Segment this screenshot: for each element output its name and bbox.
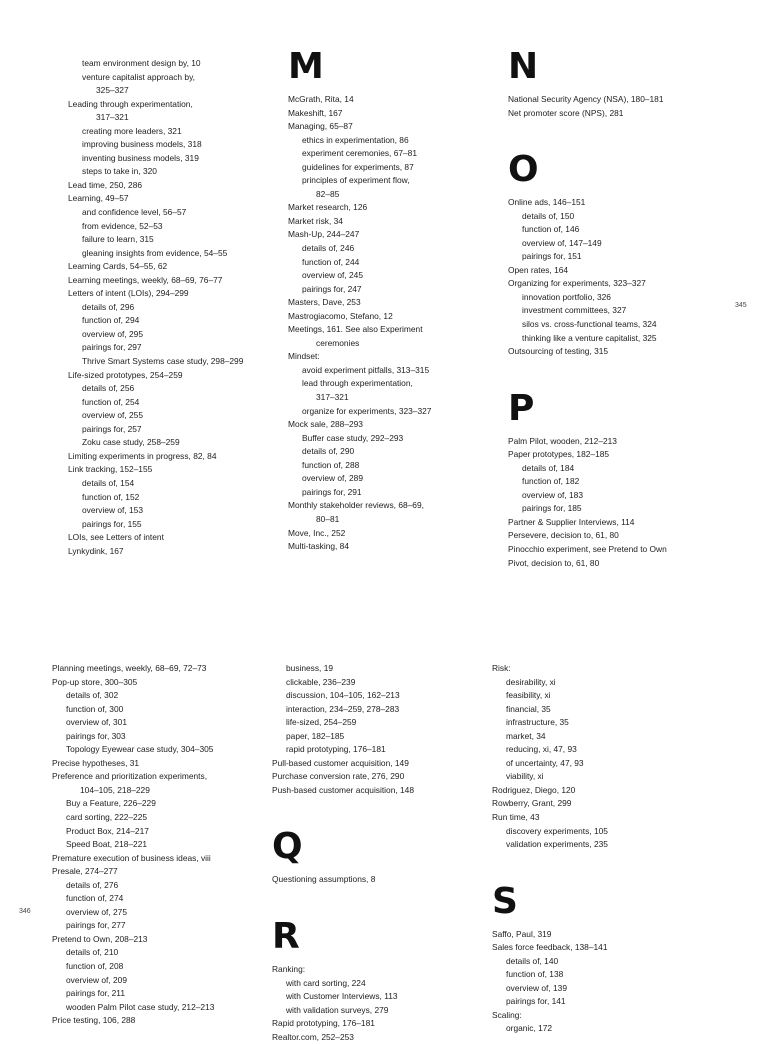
index-subentry: details of, 210: [66, 947, 119, 958]
index-subentry: experiment ceremonies, 67–81: [302, 148, 417, 159]
index-subentry: Learning meetings, weekly, 68–69, 76–77: [68, 274, 223, 285]
index-entry: Rapid prototyping, 176–181: [272, 1018, 375, 1029]
index-subentry: pairings for, 303: [66, 730, 126, 741]
index-subentry: organize for experiments, 323–327: [302, 405, 432, 416]
index-subentry: overview of, 209: [66, 974, 127, 985]
index-subentry: details of, 290: [302, 446, 355, 457]
index-entry: Managing, 65–87: [288, 121, 353, 132]
index-entry: Partner & Supplier Interviews, 114: [508, 516, 635, 527]
index-entry: Presale, 274–277: [52, 866, 118, 877]
index-subentry: details of, 246: [302, 243, 355, 254]
index-subentry: pairings for, 185: [522, 503, 582, 514]
index-subentry: pairings for, 247: [302, 283, 362, 294]
index-subentry: Zoku case study, 258–259: [82, 437, 180, 448]
index-subentry: overview of, 275: [66, 906, 127, 917]
index-subentry: overview of, 147–149: [522, 237, 602, 248]
index-subentry: discovery experiments, 105: [506, 825, 608, 836]
index-entry: Organizing for experiments, 323–327: [508, 278, 646, 289]
index-entry: Outsourcing of testing, 315: [508, 346, 609, 357]
index-entry: Market research, 126: [288, 202, 368, 213]
index-subentry: with Customer Interviews, 113: [286, 991, 398, 1002]
index-subentry: inventing business models, 319: [82, 152, 199, 163]
index-subentry: pairings for, 257: [82, 423, 142, 434]
index-entry: Sales force feedback, 138–141: [492, 942, 608, 953]
index-entry: Preference and prioritization experiments,: [52, 771, 208, 782]
index-subentry: pairings for, 151: [522, 251, 582, 262]
index-subentry: discussion, 104–105, 162–213: [286, 690, 400, 701]
index-subentry: function of, 138: [506, 969, 564, 980]
page-number: 346: [19, 908, 31, 915]
index-subentry: Lead time, 250, 286: [68, 179, 143, 190]
index-subentry: 82–85: [316, 188, 340, 199]
index-subentry: from evidence, 52–53: [82, 220, 163, 231]
index-subentry: 80–81: [316, 513, 340, 524]
index-subentry: Thrive Smart Systems case study, 298–299: [82, 356, 244, 367]
index-page-346: [0, 655, 768, 1042]
index-entry: Scaling:: [492, 1009, 522, 1020]
index-subentry: steps to take in, 320: [82, 166, 157, 177]
section-letter: M: [288, 46, 323, 87]
section-letter: P: [508, 387, 534, 429]
index-subentry: team environment design by, 10: [82, 58, 201, 68]
index-entry: Mash-Up, 244–247: [288, 229, 360, 240]
index-subentry: details of, 276: [66, 879, 119, 890]
index-subentry: overview of, 153: [82, 505, 143, 516]
index-subentry: 325–327: [96, 85, 129, 96]
index-subentry: overview of, 245: [302, 270, 363, 281]
index-subentry: Learning Cards, 54–55, 62: [68, 261, 168, 272]
index-entry: Planning meetings, weekly, 68–69, 72–73: [52, 663, 207, 673]
index-subentry: with card sorting, 224: [286, 977, 366, 988]
index-entry: Pivot, decision to, 61, 80: [508, 557, 600, 568]
index-subentry: Buffer case study, 292–293: [302, 432, 404, 443]
index-subentry: details of, 184: [522, 462, 575, 473]
index-subentry: function of, 208: [66, 961, 124, 972]
index-subentry: Limiting experiments in progress, 82, 84: [68, 450, 217, 461]
index-subentry: overview of, 301: [66, 717, 127, 728]
section-letter: N: [508, 46, 538, 87]
index-subentry: viability, xi: [506, 771, 544, 782]
section-letter: Q: [272, 826, 302, 868]
index-entry: Rodriguez, Diego, 120: [492, 784, 576, 795]
index-entry: Mindset:: [288, 351, 320, 362]
index-subentry: financial, 35: [506, 703, 551, 714]
index-entry: Online ads, 146–151: [508, 197, 586, 208]
index-column-2: [272, 662, 414, 1044]
section-gap: [508, 120, 667, 150]
index-entry: Pinocchio experiment, see Pretend to Own: [508, 544, 667, 555]
index-subentry: card sorting, 222–225: [66, 812, 148, 823]
index-subentry: details of, 296: [82, 301, 135, 312]
index-subentry: clickable, 236–239: [286, 676, 356, 687]
section-letter: S: [492, 880, 517, 922]
index-subentry: Lynkydink, 167: [68, 545, 124, 556]
index-entry: Purchase conversion rate, 276, 290: [272, 771, 405, 782]
index-subentry: organic, 172: [506, 1023, 553, 1034]
index-entry: Net promoter score (NPS), 281: [508, 107, 624, 118]
index-subentry: life-sized, 254–259: [286, 717, 357, 728]
index-subentry: overview of, 295: [82, 328, 143, 339]
index-entry: Persevere, decision to, 61, 80: [508, 530, 619, 541]
index-subentry: details of, 256: [82, 383, 135, 394]
index-entry: Multi-tasking, 84: [288, 541, 349, 552]
index-entry: Open rates, 164: [508, 264, 569, 275]
index-entry: Pull-based customer acquisition, 149: [272, 757, 409, 768]
index-column-2: [288, 47, 431, 554]
index-entry: Ranking:: [272, 964, 306, 975]
index-subentry: guidelines for experiments, 87: [302, 161, 414, 172]
index-subentry: Buy a Feature, 226–229: [66, 798, 156, 809]
index-subentry: function of, 146: [522, 224, 580, 235]
index-entry: Premature execution of business ideas, viii: [52, 852, 211, 863]
index-entry: Monthly stakeholder reviews, 68–69,: [288, 500, 424, 511]
index-entry: Rowberry, Grant, 299: [492, 798, 572, 809]
index-subentry: failure to learn, 315: [82, 234, 154, 245]
index-subentry: overview of, 139: [506, 982, 567, 993]
index-subentry: function of, 294: [82, 315, 140, 326]
index-subentry: validation experiments, 235: [506, 839, 608, 850]
index-entry: Makeshift, 167: [288, 107, 343, 118]
index-subentry: function of, 254: [82, 396, 140, 407]
index-subentry: thinking like a venture capitalist, 325: [522, 332, 657, 343]
index-subentry: details of, 150: [522, 210, 575, 221]
index-subentry: function of, 244: [302, 256, 360, 267]
index-entry: McGrath, Rita, 14: [288, 94, 354, 104]
index-entry: Palm Pilot, wooden, 212–213: [508, 435, 617, 446]
index-entry: Pretend to Own, 208–213: [52, 933, 148, 944]
index-subentry: 104–105, 218–229: [80, 784, 150, 795]
section-gap: [508, 359, 667, 389]
index-subentry: desirability, xi: [506, 676, 556, 687]
index-subentry: overview of, 255: [82, 410, 143, 421]
index-subentry: interaction, 234–259, 278–283: [286, 703, 400, 714]
index-subentry: function of, 288: [302, 459, 360, 470]
index-subentry: paper, 182–185: [286, 730, 345, 741]
index-subentry: pairings for, 155: [82, 518, 142, 529]
index-entry: Price testing, 106, 288: [52, 1015, 136, 1026]
index-subentry: business, 19: [286, 663, 334, 673]
index-entry: Realtor.com, 252–253: [272, 1031, 354, 1042]
index-subentry: silos vs. cross-functional teams, 324: [522, 319, 657, 330]
index-entry: Push-based customer acquisition, 148: [272, 784, 414, 795]
index-subentry: pairings for, 291: [302, 486, 362, 497]
index-subentry: function of, 182: [522, 476, 580, 487]
index-entry: Mastrogiacomo, Stefano, 12: [288, 310, 393, 321]
section-gap: [272, 887, 414, 917]
index-subentry: function of, 274: [66, 893, 124, 904]
index-subentry: Speed Boat, 218–221: [66, 839, 148, 850]
index-subentry: improving business models, 318: [82, 139, 202, 150]
index-subentry: Life-sized prototypes, 254–259: [68, 369, 183, 380]
index-entry: Saffo, Paul, 319: [492, 928, 552, 939]
index-subentry: wooden Palm Pilot case study, 212–213: [66, 1001, 215, 1012]
index-subentry: gleaning insights from evidence, 54–55: [82, 247, 228, 258]
index-subentry: and confidence level, 56–57: [82, 207, 187, 218]
index-subentry: details of, 140: [506, 955, 559, 966]
index-entry: Move, Inc., 252: [288, 527, 346, 538]
index-subentry: innovation portfolio, 326: [522, 291, 611, 302]
index-subentry: rapid prototyping, 176–181: [286, 744, 386, 755]
section-letter: O: [508, 149, 538, 191]
index-subentry: details of, 302: [66, 690, 119, 701]
section-gap: [492, 852, 608, 882]
index-column-1: [52, 662, 214, 1028]
index-subentry: of uncertainty, 47, 93: [506, 757, 584, 768]
index-subentry: lead through experimentation,: [302, 378, 413, 389]
index-subentry: overview of, 289: [302, 473, 363, 484]
index-subentry: function of, 300: [66, 703, 124, 714]
index-entry: Meetings, 161. See also Experiment: [288, 324, 423, 335]
index-entry: Market risk, 34: [288, 215, 343, 226]
index-entry: Paper prototypes, 182–185: [508, 449, 610, 460]
index-entry: Pop-up store, 300–305: [52, 676, 138, 687]
index-subentry: avoid experiment pitfalls, 313–315: [302, 364, 430, 375]
index-subentry: investment committees, 327: [522, 305, 627, 316]
index-subentry: ethics in experimentation, 86: [302, 134, 409, 145]
index-subentry: pairings for, 297: [82, 342, 142, 353]
index-subentry: pairings for, 277: [66, 920, 126, 931]
index-column-3: [508, 47, 667, 570]
index-column-3: [492, 662, 608, 1036]
index-entry: Questioning assumptions, 8: [272, 874, 376, 885]
index-entry: Run time, 43: [492, 812, 540, 823]
index-subentry: Letters of intent (LOIs), 294–299: [68, 288, 189, 299]
index-subentry: venture capitalist approach by,: [82, 71, 195, 82]
index-subentry: LOIs, see Letters of intent: [68, 532, 164, 543]
index-subentry: 317–321: [96, 112, 129, 123]
index-subentry: feasibility, xi: [506, 690, 551, 701]
index-subentry: reducing, xi, 47, 93: [506, 744, 577, 755]
index-subentry: overview of, 183: [522, 489, 583, 500]
index-entry: Masters, Dave, 253: [288, 297, 361, 308]
index-subentry: principles of experiment flow,: [302, 175, 410, 186]
index-subentry: with validation surveys, 279: [286, 1004, 389, 1015]
index-subentry: details of, 154: [82, 477, 135, 488]
index-subentry: function of, 152: [82, 491, 140, 502]
index-subentry: 317–321: [316, 392, 349, 403]
index-subentry: Learning, 49–57: [68, 193, 129, 204]
section-letter: R: [272, 916, 299, 958]
index-subentry: Topology Eyewear case study, 304–305: [66, 744, 214, 755]
index-column-1: [54, 57, 243, 558]
index-subentry: Leading through experimentation,: [68, 98, 193, 109]
index-subentry: pairings for, 211: [66, 988, 125, 999]
index-entry: Risk:: [492, 663, 511, 673]
index-subentry: Link tracking, 152–155: [68, 464, 153, 475]
index-subentry: pairings for, 141: [506, 996, 566, 1007]
index-entry: National Security Agency (NSA), 180–181: [508, 94, 664, 104]
index-subentry: Product Box, 214–217: [66, 825, 149, 836]
page-number: 345: [735, 302, 747, 309]
index-subentry: creating more leaders, 321: [82, 125, 182, 136]
index-entry: Mock sale, 288–293: [288, 419, 363, 430]
index-entry: Precise hypotheses, 31: [52, 757, 140, 768]
index-subentry: infrastructure, 35: [506, 717, 569, 728]
index-subentry: ceremonies: [316, 337, 360, 348]
index-subentry: market, 34: [506, 730, 546, 741]
section-gap: [272, 797, 414, 827]
